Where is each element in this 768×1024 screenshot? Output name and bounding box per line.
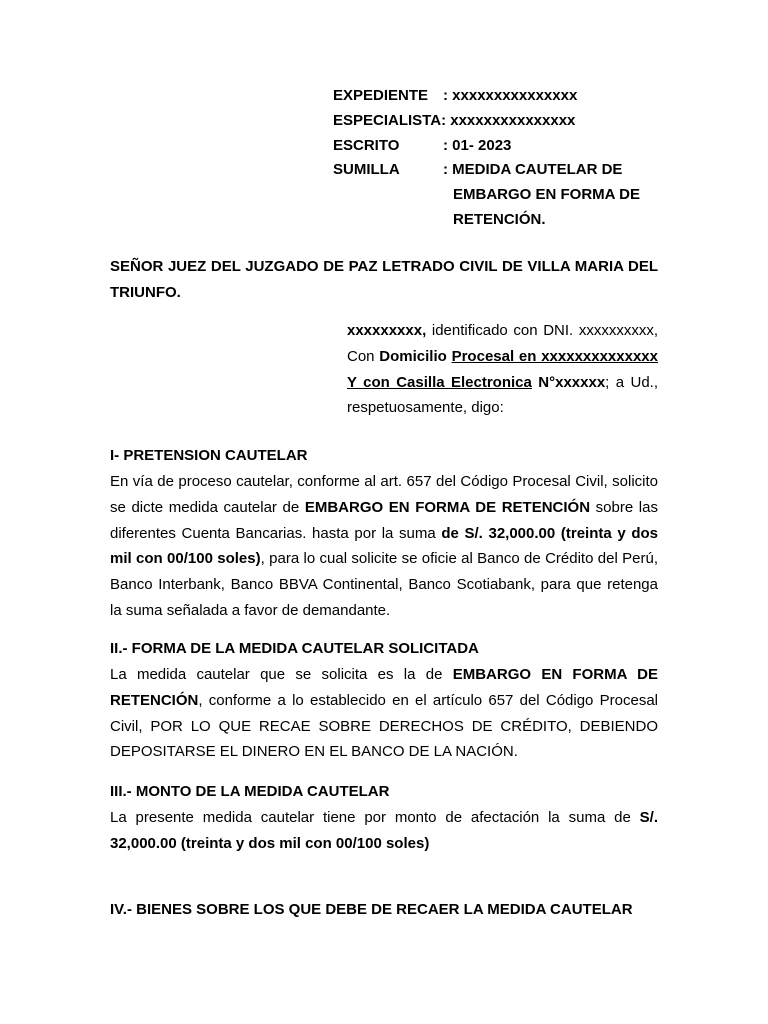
paragraph-text: La medida cautelar que se solicita es la de (110, 666, 453, 683)
section-forma-medida (110, 636, 658, 765)
sumilla-row (333, 158, 640, 183)
especialista-label: ESPECIALISTA (333, 111, 442, 129)
section-bienes (110, 897, 658, 923)
expediente-value: : xxxxxxxxxxxxxxx (443, 87, 578, 104)
section-heading: I- PRETENSION CAUTELAR (110, 447, 308, 464)
section-pretension-cautelar (110, 443, 658, 624)
paragraph-bold-amount: S/. 32,000.00 (treinta y dos mil con 00/100 soles) (110, 809, 658, 852)
escrito-label: ESCRITO (333, 136, 400, 154)
casilla-number: N°xxxxxx (538, 373, 606, 391)
intro-text-2: ; a Ud., respetuosamente, digo: (347, 373, 659, 417)
expediente-row (333, 84, 640, 109)
case-header (333, 84, 640, 233)
sumilla-value-line3: RETENCIÓN. (453, 210, 546, 228)
sumilla-value-line1: : MEDIDA CAUTELAR DE (443, 161, 623, 179)
section-heading: IV.- BIENES SOBRE LOS QUE DEBE DE RECAER LA MEDIDA CAUTELAR (110, 901, 633, 918)
procesal-domicile: Procesal en xxxxxxxxxxxxxx Y con Casilla Electronica (347, 347, 658, 391)
intro-text-1: identificado con DNI. xxxxxxxxxx, Con (347, 322, 658, 365)
paragraph-text: En vía de proceso cautelar, conforme al art. 657 del Código Procesal Civil, solicito se dicte medida cautelar de (110, 473, 658, 516)
paragraph-text: sobre las diferentes Cuenta Bancarias. hasta por la suma (110, 498, 658, 542)
paragraph-bold-text: EMBARGO EN FORMA DE RETENCIÓN (110, 666, 658, 709)
escrito-value: : 01- 2023 (443, 136, 512, 154)
section-heading: III.- MONTO DE LA MEDIDA CAUTELAR (110, 783, 390, 800)
section-monto-medida (110, 779, 658, 857)
escrito-row (333, 134, 640, 159)
section-paragraph (110, 662, 658, 765)
paragraph-text: La presente medida cautelar tiene por monto de afectación la suma de (110, 809, 640, 826)
paragraph-bold-text: EMBARGO EN FORMA DE RETENCIÓN (304, 498, 591, 516)
paragraph-bold-amount: de S/. 32,000.00 (treinta y dos mil con 00/100 soles) (110, 524, 659, 568)
party-name: xxxxxxxxx, (347, 322, 427, 339)
section-paragraph (110, 805, 658, 857)
especialista-row (333, 109, 640, 134)
domicilio-label: Domicilio (379, 347, 447, 365)
expediente-label: EXPEDIENTE (333, 87, 429, 104)
sumilla-value-line2: EMBARGO EN FORMA DE (453, 186, 640, 204)
judge-address: SEÑOR JUEZ DEL JUZGADO DE PAZ LETRADO CIVIL DE VILLA MARIA DEL TRIUNFO. (110, 258, 658, 301)
paragraph-text: , para lo cual solicite se oficie al Banco de Crédito del Perú, Banco Interbank, Banco BBVA Continental, Banco Scotiabank, para que retenga la suma señalada a favor de demandante. (110, 550, 659, 619)
section-paragraph (110, 469, 658, 624)
especialista-value: : xxxxxxxxxxxxxxx (441, 111, 576, 129)
paragraph-text: , conforme a lo establecido en el artículo 657 del Código Procesal Civil, POR LO QUE RECAE SOBRE DERECHOS DE CRÉDITO, DEBIENDO DEPOSITARSE EL DINERO EN EL BANCO DE LA NACIÓN. (110, 691, 658, 761)
party-introduction (347, 318, 658, 421)
sumilla-label: SUMILLA (333, 161, 400, 179)
section-heading: II.- FORMA DE LA MEDIDA CAUTELAR SOLICITADA (110, 640, 479, 657)
